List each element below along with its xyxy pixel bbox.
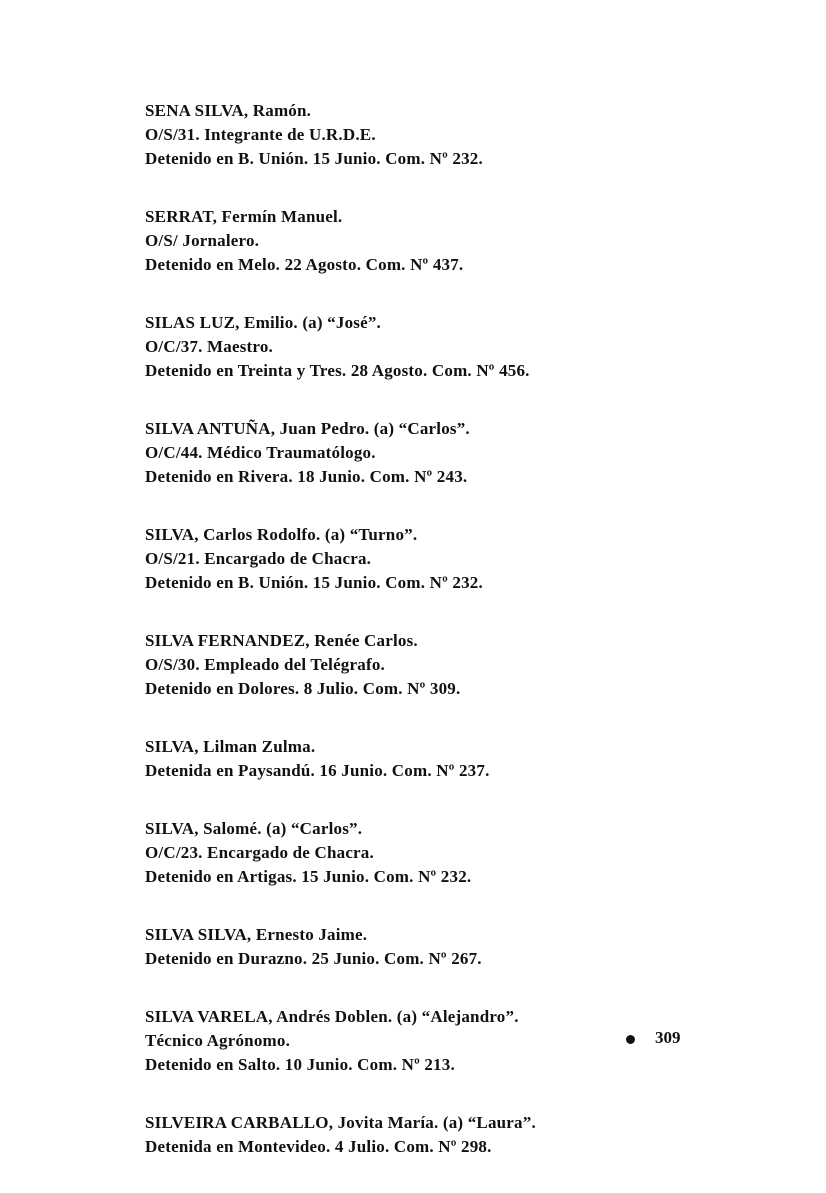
record-entry: [145, 205, 765, 277]
record-detail: Detenido en Artigas. 15 Junio. Com. Nº 232.: [145, 867, 472, 886]
record-detail: O/S/30. Empleado del Telégrafo.: [145, 655, 385, 674]
record-entry: [145, 417, 765, 489]
record-detail: O/C/23. Encargado de Chacra.: [145, 843, 374, 862]
record-name: SENA SILVA, Ramón.: [145, 101, 312, 120]
record-name: SILVEIRA CARBALLO, Jovita María. (a) “Laura”.: [145, 1113, 536, 1132]
bullet-icon: [626, 1035, 635, 1044]
record-name: SILVA VARELA, Andrés Doblen. (a) “Alejandro”.: [145, 1007, 519, 1026]
record-detail: O/C/37. Maestro.: [145, 337, 274, 356]
record-name: SILVA, Salomé. (a) “Carlos”.: [145, 819, 363, 838]
record-detail: O/C/44. Médico Traumatólogo.: [145, 443, 376, 462]
record-detail: Detenida en Paysandú. 16 Junio. Com. Nº 237.: [145, 761, 490, 780]
record-entry: [145, 311, 765, 383]
page-number: 309: [655, 1028, 681, 1047]
record-detail: Detenido en Treinta y Tres. 28 Agosto. Com. Nº 456.: [145, 361, 530, 380]
record-detail: O/S/31. Integrante de U.R.D.E.: [145, 125, 376, 144]
record-entry: [145, 817, 765, 889]
record-detail: Detenido en Rivera. 18 Junio. Com. Nº 243.: [145, 467, 468, 486]
record-name: SERRAT, Fermín Manuel.: [145, 207, 343, 226]
record-detail: Detenido en B. Unión. 15 Junio. Com. Nº 232.: [145, 573, 483, 592]
record-entry: [145, 735, 765, 783]
record-detail: Detenido en B. Unión. 15 Junio. Com. Nº 232.: [145, 149, 483, 168]
record-entry: [145, 523, 765, 595]
record-entry: [145, 923, 765, 971]
record-name: SILVA, Lilman Zulma.: [145, 737, 316, 756]
record-name: SILVA FERNANDEZ, Renée Carlos.: [145, 631, 418, 650]
record-name: SILVA, Carlos Rodolfo. (a) “Turno”.: [145, 525, 418, 544]
record-detail: O/S/ Jornalero.: [145, 231, 260, 250]
record-entry: [145, 1111, 765, 1159]
record-name: SILVA SILVA, Ernesto Jaime.: [145, 925, 368, 944]
record-name: SILVA ANTUÑA, Juan Pedro. (a) “Carlos”.: [145, 419, 470, 438]
record-detail: Detenida en Montevideo. 4 Julio. Com. Nº 298.: [145, 1137, 492, 1156]
record-entry: [145, 99, 765, 171]
record-detail: Detenido en Salto. 10 Junio. Com. Nº 213.: [145, 1055, 455, 1074]
record-detail: O/S/21. Encargado de Chacra.: [145, 549, 372, 568]
record-entry: [145, 629, 765, 701]
record-detail: Detenido en Melo. 22 Agosto. Com. Nº 437.: [145, 255, 464, 274]
record-detail: Detenido en Durazno. 25 Junio. Com. Nº 267.: [145, 949, 482, 968]
record-detail: Detenido en Dolores. 8 Julio. Com. Nº 309.: [145, 679, 461, 698]
record-detail: Técnico Agrónomo.: [145, 1031, 291, 1050]
page-footer: [626, 1026, 681, 1050]
record-name: SILAS LUZ, Emilio. (a) “José”.: [145, 313, 381, 332]
